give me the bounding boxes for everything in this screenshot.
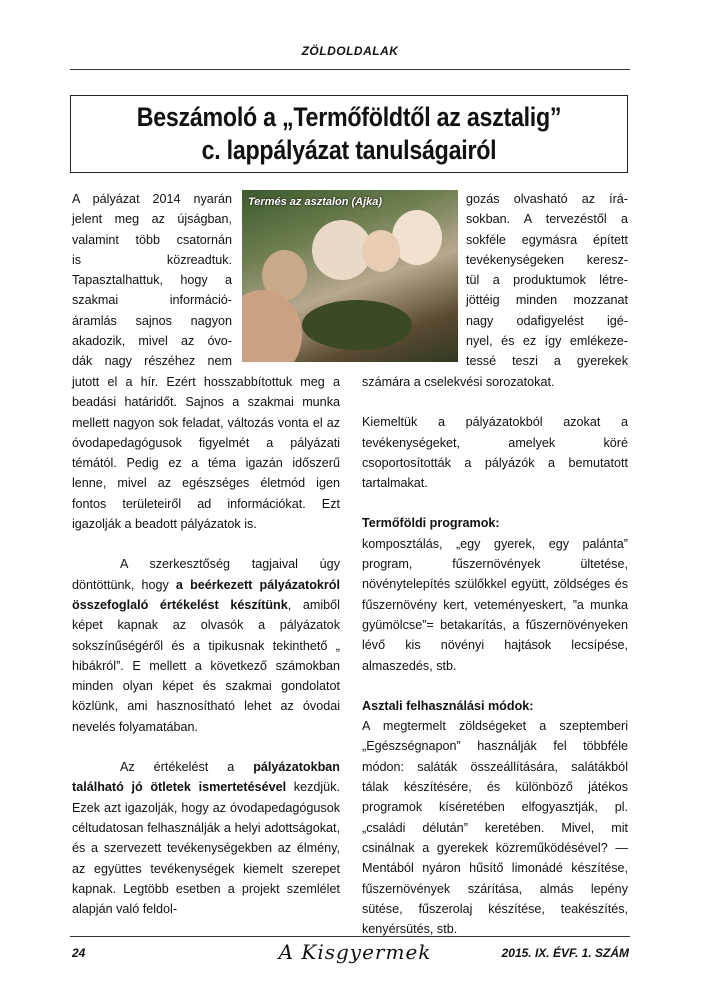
right-line-3: sokféle egymásra épített [466, 232, 628, 247]
intro-line-2: jelent meg az újságban, [72, 212, 232, 227]
article-title-box [70, 95, 628, 173]
footer-rule [70, 936, 630, 937]
article-title-line-1: Beszámoló a „Termőföldtől az asztalig” [136, 102, 562, 132]
right-line-6: jöttéig minden mozzanat [466, 293, 628, 308]
editorial-decision-paragraph: A szerkesztőség tagjaival úgy döntöttünk, hogy a beérkezett pályázatokról összefoglaló értékelést készítünk, amiből képet kapnak az olvasók a pályázatok sokszínűségéről és a tipikusnak tekinthető „ hibákról”. E mellett a következő számokban minden olyan képet és szakmai gondolatot közlünk, ami hasznosítható lehet az óvodai nevelés folyamatában. [72, 557, 340, 734]
page-number: 24 [72, 946, 86, 960]
section-heading-table-uses: Asztali felhasználási módok: [362, 698, 534, 713]
intro-line-5: Tapasztalhattuk, hogy a [72, 273, 232, 288]
right-line-1: gozás olvasható az írá- [466, 192, 628, 206]
left-column [72, 372, 340, 919]
field-programs-paragraph: komposztálás, „egy gyerek, egy palánta” program, fűszernövények ültetése, növénytelepítés szülőkkel együtt, zöldséges és fűszernövény kert, veteményeskert, ”a munka gyümölcse”= betakarítás, a fűszernövényeken lévő kis növényi hajtások lecsípése, almaszedés, stb. [362, 536, 628, 673]
header-rule [70, 69, 630, 70]
highlighted-activities-paragraph: Kiemeltük a pályázatokból azokat a tevékenységeket, amelyek köré csoportosították a pályázók a bemutatott tartalmakat. [362, 415, 628, 491]
table-uses-paragraph: A megtermelt zöldségeket a szeptemberi „Egészségnapon” használják fel többféle módon: saláták összeállítására, salátákból tálak készítésére, és különböző játékos programok kíséretében elfogyasztják, pl. „családi délután” keretében. Mivel, mit csinálnak a gyerekek közreműködésével? — Mentából nyáron hűsítő limonádé készítése, fűszernövények szárítása, almás lepény sütése, fűszerolaj készítése, teakészítés, kenyérsütés, stb. [362, 719, 628, 937]
intro-line-1: A pályázat 2014 nyarán [72, 192, 232, 206]
right-line-8: nyel, és ez így emlékeze- [466, 334, 628, 349]
right-line-9: tessé teszi a gyerekek [466, 354, 628, 369]
issue-info: 2015. IX. ÉVF. 1. SZÁM [501, 946, 629, 960]
left-column-narrow [72, 189, 232, 372]
right-column-narrow [466, 189, 628, 372]
magazine-name: A Kisgyermek [278, 940, 432, 964]
section-heading-field-programs: Termőföldi programok: [362, 516, 500, 531]
article-title-line-2: c. lappályázat tanulságairól [201, 135, 497, 165]
right-line-7: nagy odafigyelést igé- [466, 313, 628, 328]
right-line-4: tevékenységeken keresz- [466, 252, 628, 267]
right-line-5: tül a produktumok létre- [466, 273, 628, 288]
section-header: ZÖLDOLDALAK [301, 44, 399, 58]
intro-line-3: valamint több csatornán [72, 232, 232, 247]
intro-line-8: akadozik, mivel az óvo- [72, 334, 232, 349]
intro-line-7: áramlás sajnos nagyon [72, 313, 232, 328]
intro-line-6: szakmai információ- [72, 293, 232, 308]
photo-caption: Termés az asztalon (Ajka) [248, 196, 383, 208]
right-line-2: sokban. A tervezéstől a [466, 212, 628, 227]
intro-line-4: is közreadtuk. [72, 252, 232, 267]
intro-line-9: dák nagy részéhez nem [72, 354, 232, 369]
right-paragraph-rest: számára a cselekvési sorozatokat. [362, 375, 555, 389]
intro-paragraph-rest: jutott el a hír. Ezért hosszabbítottuk meg a beadási határidőt. Sajnos a szakmai munka mellett nagyon sok feladat, változás vonta el az óvodapedagógusok figyelmét a pályázati témától. Pedig ez a téma igazán időszerű lenne, mivel az egészséges életmód igen fontos területeiről ad információkat. Ezt igazolják a beadott pályázatok is. [72, 375, 340, 532]
article-photo [242, 190, 458, 362]
right-column [362, 372, 628, 939]
evaluation-paragraph: Az értékelést a pályázatokban található jó ötletek ismertetésével kezdjük. Ezek azt igazolják, hogy az óvodapedagógusok céltudatosan felhasználják a helyi adottságokat, és a szervezett tevékenységekben az élmény, az együttes tevékenységek kiemelt szerepet kapnak. Legtöbb esetben a projekt szemlélet alapján való feldol- [72, 760, 340, 917]
